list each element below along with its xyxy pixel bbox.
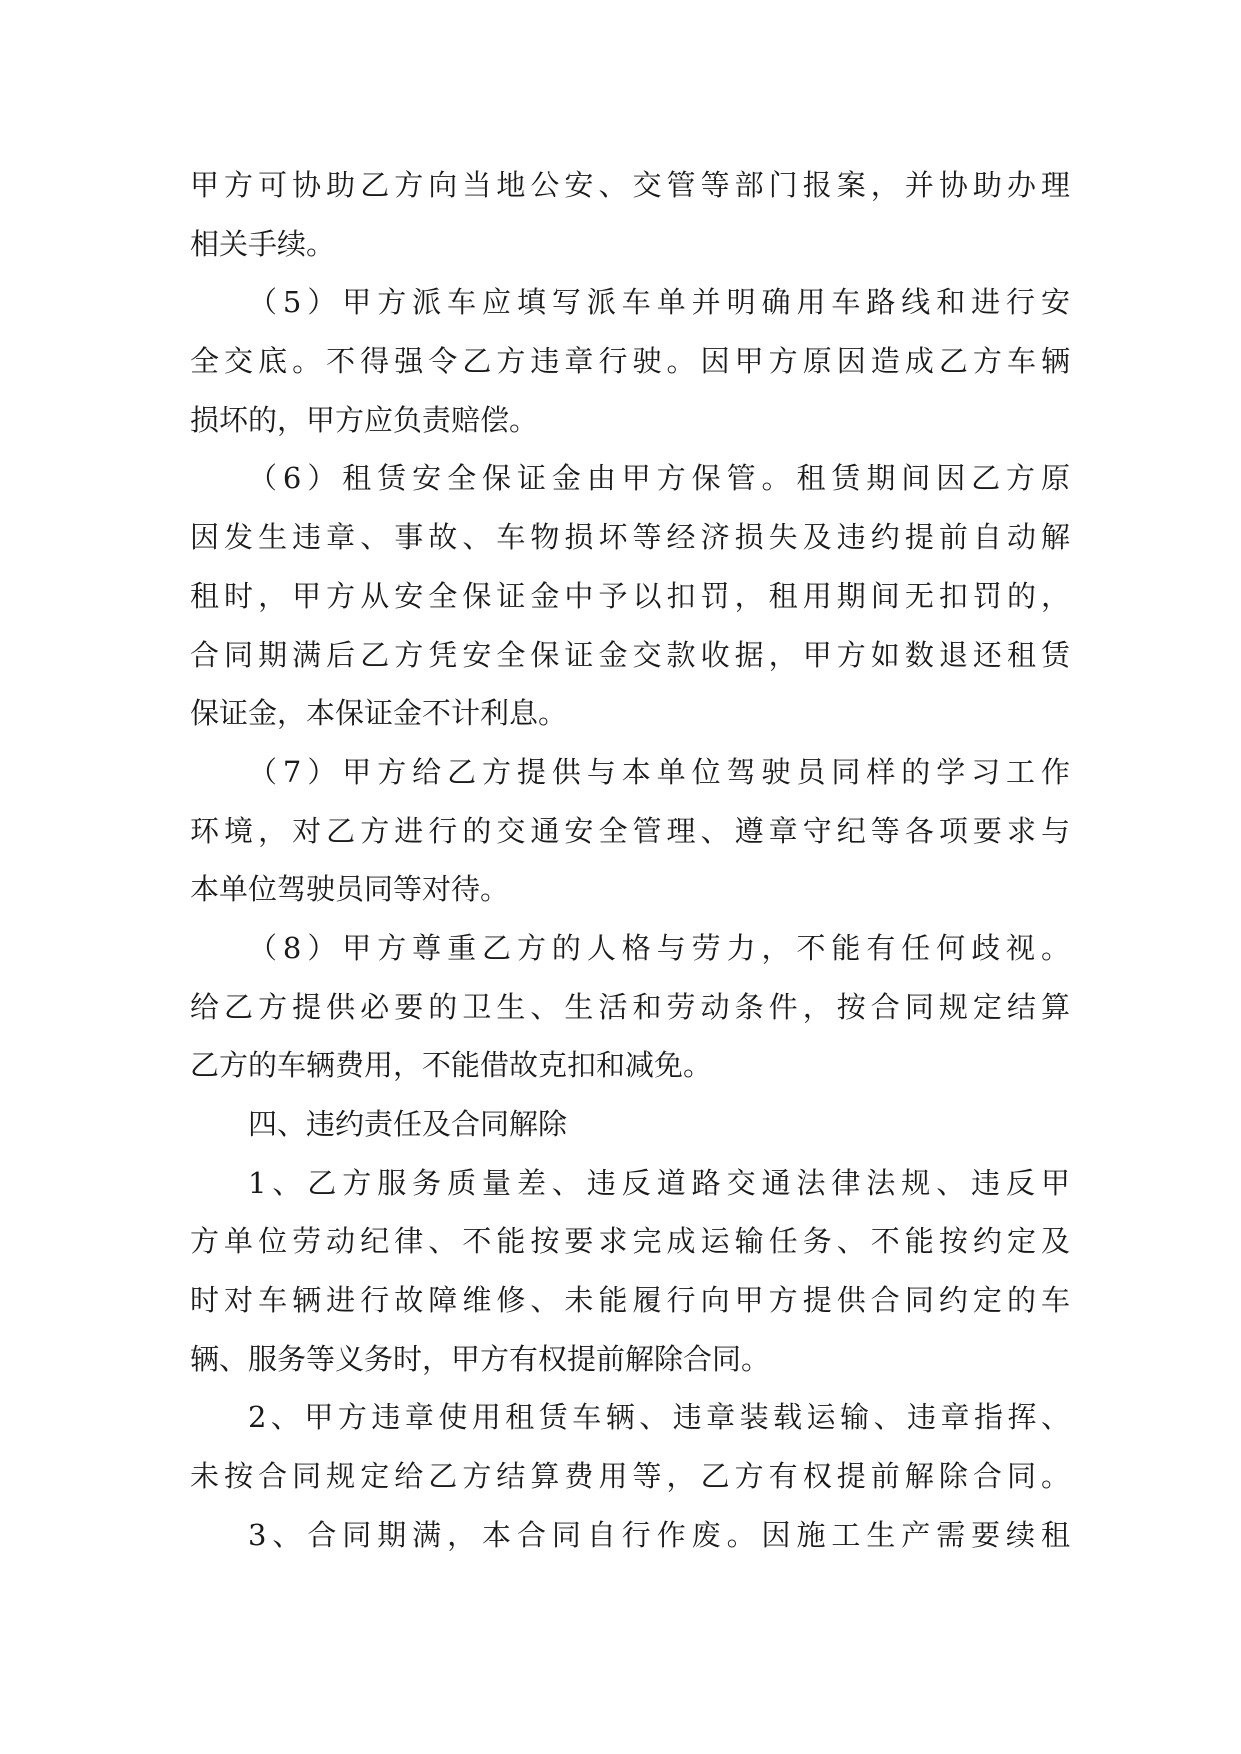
text-line: 保证金，本保证金不计利息。 <box>190 696 568 731</box>
text-line: 因发生违章、事故、车物损坏等经济损失及违约提前自动解 <box>190 520 1070 555</box>
text-line: 损坏的，甲方应负责赔偿。 <box>190 402 539 437</box>
text-line: 时对车辆进行故障维修、未能履行向甲方提供合同约定的车 <box>190 1283 1070 1318</box>
text-line: 合同期满后乙方凭安全保证金交款收据，甲方如数退还租赁 <box>190 637 1070 672</box>
text-line: 本单位驾驶员同等对待。 <box>190 872 510 907</box>
text-line: 租时，甲方从安全保证金中予以扣罚，租用期间无扣罚的， <box>190 578 1070 613</box>
text-line: 3、合同期满，本合同自行作废。因施工生产需要续租 <box>248 1517 1070 1552</box>
text-line: 相关手续。 <box>190 226 336 261</box>
text-line: （5）甲方派车应填写派车单并明确用车路线和进行安 <box>248 285 1070 320</box>
text-line: （7）甲方给乙方提供与本单位驾驶员同样的学习工作 <box>248 754 1070 789</box>
text-line: 环境，对乙方进行的交通安全管理、遵章守纪等各项要求与 <box>190 813 1070 848</box>
text-line: 全交底。不得强令乙方违章行驶。因甲方原因造成乙方车辆 <box>190 344 1070 379</box>
text-line: （8）甲方尊重乙方的人格与劳力，不能有任何歧视。 <box>248 930 1070 965</box>
text-line: 方单位劳动纪律、不能按要求完成运输任务、不能按约定及 <box>190 1224 1070 1259</box>
text-line: 甲方可协助乙方向当地公安、交管等部门报案，并协助办理 <box>190 168 1070 202</box>
text-line: 未按合同规定给乙方结算费用等，乙方有权提前解除合同。 <box>190 1459 1070 1494</box>
text-line: 四、违约责任及合同解除 <box>248 1107 568 1141</box>
text-line: 给乙方提供必要的卫生、生活和劳动条件，按合同规定结算 <box>190 989 1070 1024</box>
document-body <box>190 156 1070 1565</box>
text-line: 1、乙方服务质量差、违反道路交通法律法规、违反甲 <box>248 1165 1070 1200</box>
text-line: 乙方的车辆费用，不能借故克扣和减免。 <box>190 1048 713 1083</box>
text-line: （6）租赁安全保证金由甲方保管。租赁期间因乙方原 <box>248 461 1070 496</box>
text-line: 2、甲方违章使用租赁车辆、违章装载运输、违章指挥、 <box>248 1400 1070 1435</box>
text-line: 辆、服务等义务时，甲方有权提前解除合同。 <box>190 1341 771 1376</box>
